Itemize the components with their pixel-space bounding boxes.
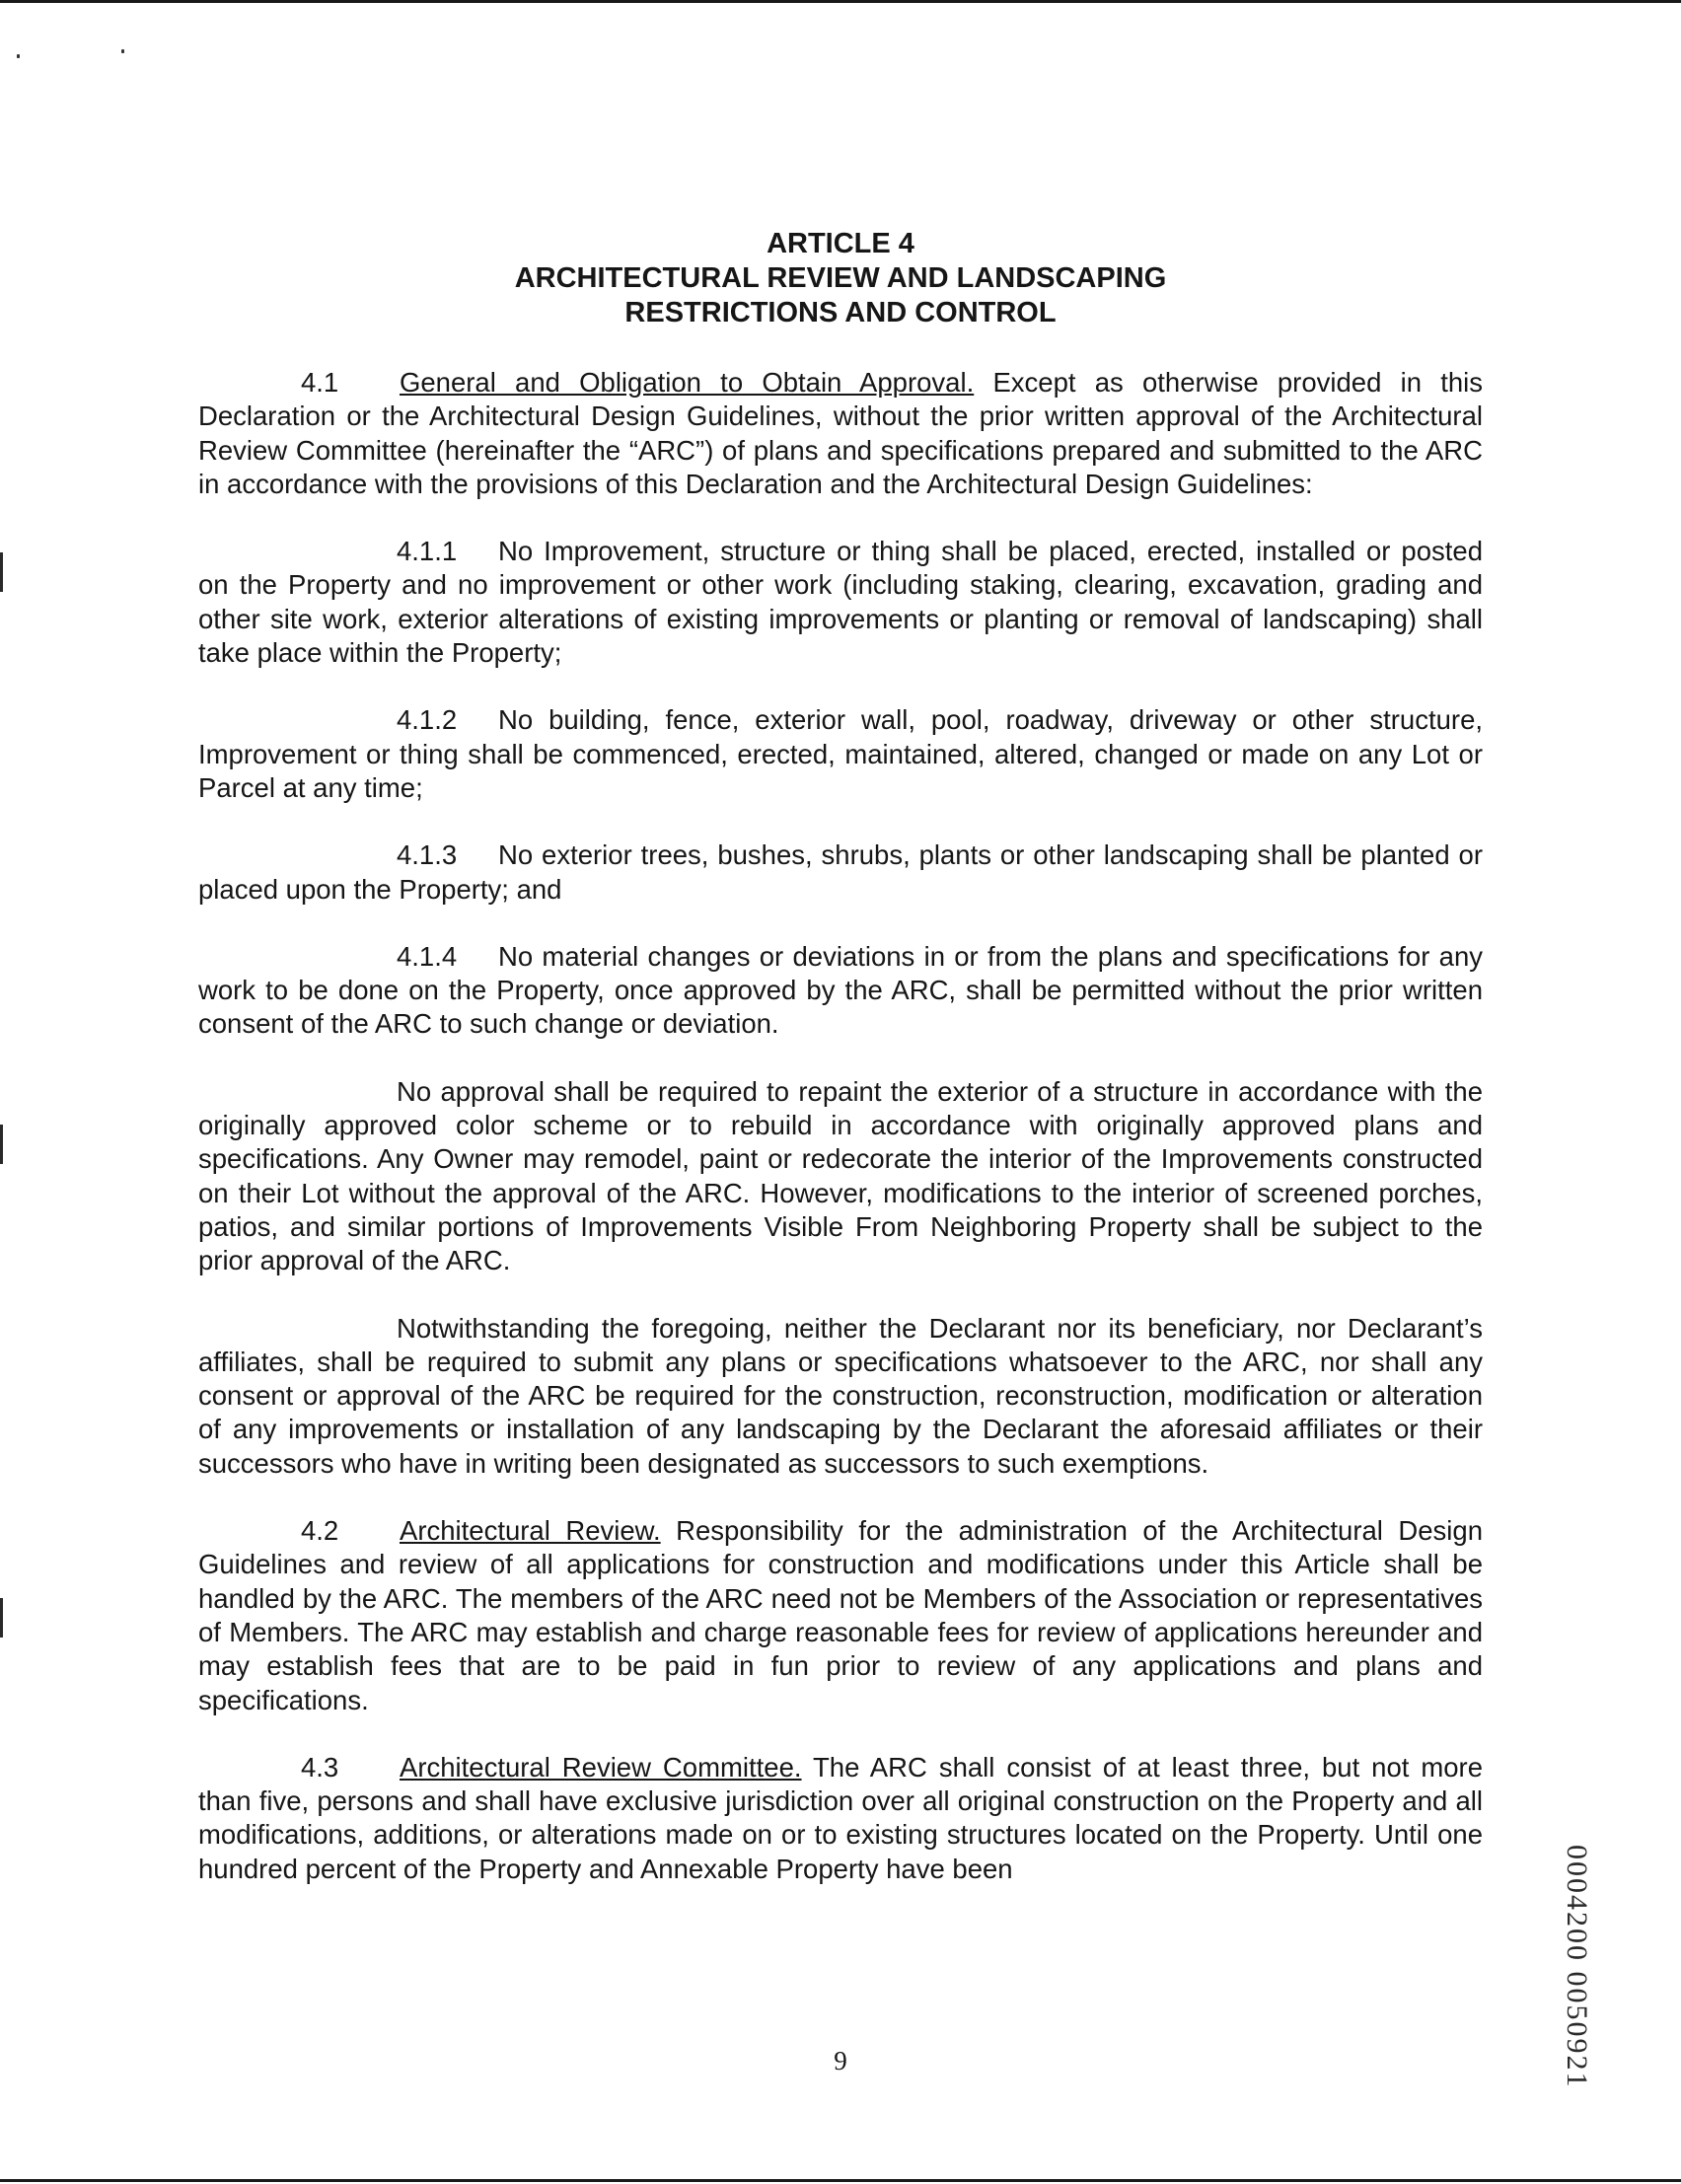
section-text: Except as otherwise provided in this Declaration or the Architectural Design Guidelines, without the prior written approval of the Architectural Review Committee (hereinafter the “ARC”) of plans and specifications prepared and submitted to the ARC in accordance with the provisions of this Declaration and the Architectural Design Guidelines: [198,367,1483,499]
scan-edge-mark [0,1125,3,1164]
section-4-1 [198,366,1483,501]
scan-border-bottom [0,2179,1681,2182]
page-number: 9 [834,2046,847,2075]
section-title: General and Obligation to Obtain Approval. [400,367,975,398]
scan-speck [121,49,124,53]
section-4-1-4 [198,940,1483,1042]
scan-border-top [0,0,1681,3]
paragraph-text: Notwithstanding the foregoing, neither the Declarant nor its beneficiary, nor Declarant’s affiliates, shall be required to submit any plans or specifications whatsoever to the ARC, nor shall any consent or approval of the ARC be required for the construction, reconstruction, modification or alteration of any improvements or installation of any landscaping by the Declarant the aforesaid affiliates or their successors who have in writing been designated as successors to such exemptions. [198,1312,1483,1479]
section-4-2 [198,1514,1483,1717]
article-title: ARCHITECTURAL REVIEW AND LANDSCAPING [514,262,1167,294]
scan-speck [17,54,20,58]
document-body [198,366,1483,1920]
article-subtitle: RESTRICTIONS AND CONTROL [624,297,1057,328]
paragraph-text: No approval shall be required to repaint the exterior of a structure in accordance with the originally approved color scheme or to rebuild in accordance with originally approved plans and specifications. Any Owner may remodel, paint or redecorate the interior of the Improvements constructed on their Lot without the approval of the ARC. However, modifications to the interior of screened porches, patios, and similar portions of Improvements Visible From Neighboring Property shall be subject to the prior approval of the ARC. [198,1075,1483,1276]
section-number: 4.1.2 [397,704,458,736]
article-heading [197,227,1484,330]
section-title: Architectural Review Committee. [400,1751,802,1783]
section-4-1-3 [198,838,1483,907]
section-text: The ARC shall consist of at least three, but not more than five, persons and shall have exclusive jurisdiction over all original construction on the Property and all modifications, additions, or alterations made on or to existing structures located on the Property. Until one hundred percent of the Property and Annexable Property have been [198,1751,1484,1884]
section-title: Architectural Review. [400,1515,661,1547]
section-4-3 [198,1751,1483,1886]
scan-edge-mark [0,1598,3,1638]
section-number: 4.1.3 [397,839,458,871]
section-number: 4.1.1 [397,536,458,567]
section-number: 4.1 [301,367,339,398]
section-4-1-2 [198,703,1483,805]
section-text: No building, fence, exterior wall, pool, roadway, driveway or other structure, Improvement or thing shall be commenced, erected, maintained, altered, changed or made on any Lot or Parcel at any time; [198,704,1483,803]
section-number: 4.1.4 [397,940,458,972]
article-number: ARTICLE 4 [767,228,914,259]
scan-edge-mark [0,552,3,592]
section-text: No exterior trees, bushes, shrubs, plants or other landscaping shall be planted or placed upon the Property; and [198,839,1483,905]
section-text: No Improvement, structure or thing shall be placed, erected, installed or posted on the Property and no improvement or other work (including staking, clearing, excavation, grading and other site work, exterior alterations of existing improvements or planting or removal of landscaping) shall take place within the Property; [198,536,1483,669]
section-number: 4.3 [301,1751,339,1783]
recording-stamp: 0004200 0050921 [1561,1845,1593,2089]
section-4-1-1 [198,535,1483,670]
section-number: 4.2 [301,1515,339,1547]
section-text: No material changes or deviations in or from the plans and specifications for any work to be done on the Property, once approved by the ARC, shall be permitted without the prior written consent of the ARC to such change or deviation. [198,940,1483,1040]
paragraph-notwithstanding [198,1312,1483,1481]
paragraph-no-approval [198,1075,1483,1278]
section-text: Responsibility for the administration of the Architectural Design Guidelines and review of all applications for construction and modifications under this Article shall be handled by the ARC. The members of the ARC need not be Members of the Association or representatives of Members. The ARC may establish and charge reasonable fees for review of applications hereunder and may establish fees that are to be paid in fun prior to review of any applications and plans and specifications. [198,1515,1483,1715]
